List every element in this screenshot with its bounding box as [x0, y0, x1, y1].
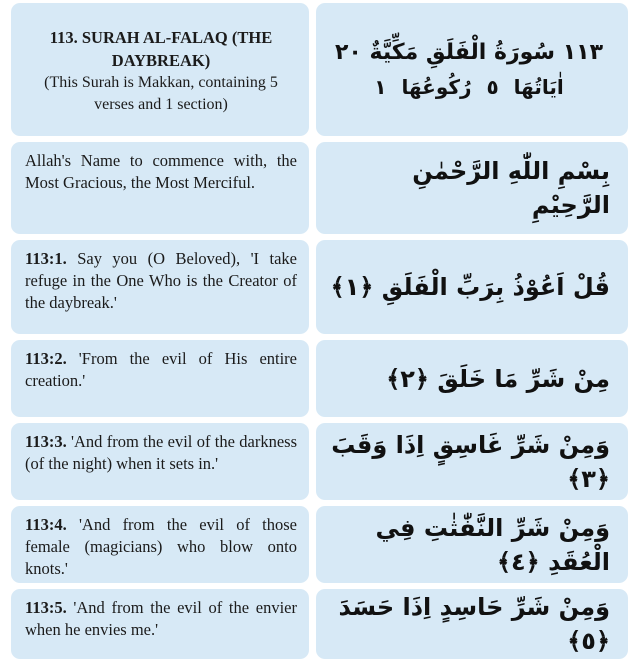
surah-title: 113. SURAH AL-FALAQ (THE DAYBREAK) — [49, 27, 273, 70]
bismillah-translation-cell — [11, 142, 309, 234]
surah-header-arabic-cell — [316, 3, 628, 136]
verse-3-translation-cell — [11, 423, 309, 500]
verse-5-number: 113:5. — [25, 598, 67, 617]
surah-header-cell — [11, 3, 309, 136]
verse-4-arabic-cell — [316, 506, 628, 583]
verse-2-arabic: مِنْ شَرِّ مَا خَلَقَ ﴿٢﴾ — [386, 364, 610, 393]
verse-2-translation-cell — [11, 340, 309, 417]
verse-1-arabic-cell — [316, 240, 628, 334]
verse-5-translation-cell — [11, 589, 309, 659]
verse-4-translation-cell — [11, 506, 309, 583]
bismillah-arabic-cell — [316, 142, 628, 234]
verse-2-translation: 'From the evil of His entire creation.' — [25, 349, 298, 390]
verse-4-number: 113:4. — [25, 515, 67, 534]
verse-5-arabic-cell — [316, 589, 628, 659]
bismillah-arabic: بِسْمِ اللّٰهِ الرَّحْمٰنِ الرَّحِيْمِ — [412, 157, 610, 219]
verse-5-translation: 'And from the evil of the envier when he envies me.' — [25, 598, 297, 639]
verse-2-arabic-cell — [316, 340, 628, 417]
verse-3-translation: 'And from the evil of the darkness (of the night) when it sets in.' — [25, 432, 298, 473]
bismillah-translation: Allah's Name to commence with, the Most Gracious, the Most Merciful. — [25, 151, 297, 192]
verse-3-arabic: وَمِنْ شَرِّ غَاسِقٍ اِذَا وَقَبَ ﴿٣﴾ — [331, 430, 610, 493]
verse-5-arabic: وَمِنْ شَرِّ حَاسِدٍ اِذَا حَسَدَ ﴿٥﴾ — [338, 593, 610, 655]
verse-1-number: 113:1. — [25, 249, 67, 268]
verse-2-number: 113:2. — [25, 349, 67, 368]
verse-3-number: 113:3. — [25, 432, 67, 451]
arabic-surah-info: اٰيَاتُهَا ٥ رُكُوعُهَا ١ — [374, 74, 564, 99]
verse-1-translation-cell — [11, 240, 309, 334]
arabic-surah-title: ١١٣ سُورَةُ الْفَلَقِ مَكِّيَّةٌ ٢٠ — [334, 39, 604, 65]
surah-subtitle: (This Surah is Makkan, containing 5 verses and 1 section) — [44, 73, 278, 113]
verse-1-arabic: قُلْ اَعُوْذُ بِرَبِّ الْفَلَقِ ﴿١﴾ — [330, 273, 610, 301]
verse-4-arabic: وَمِنْ شَرِّ النَّفّٰثٰتِ فِي الْعُقَدِ ﴿٤﴾ — [375, 513, 610, 576]
verse-1-translation: Say you (O Beloved), 'I take refuge in the One Who is the Creator of the daybreak.' — [25, 249, 297, 312]
verse-4-translation: 'And from the evil of those female (magicians) who blow onto knots.' — [25, 515, 298, 578]
surah-table — [11, 3, 628, 659]
verse-3-arabic-cell — [316, 423, 628, 500]
